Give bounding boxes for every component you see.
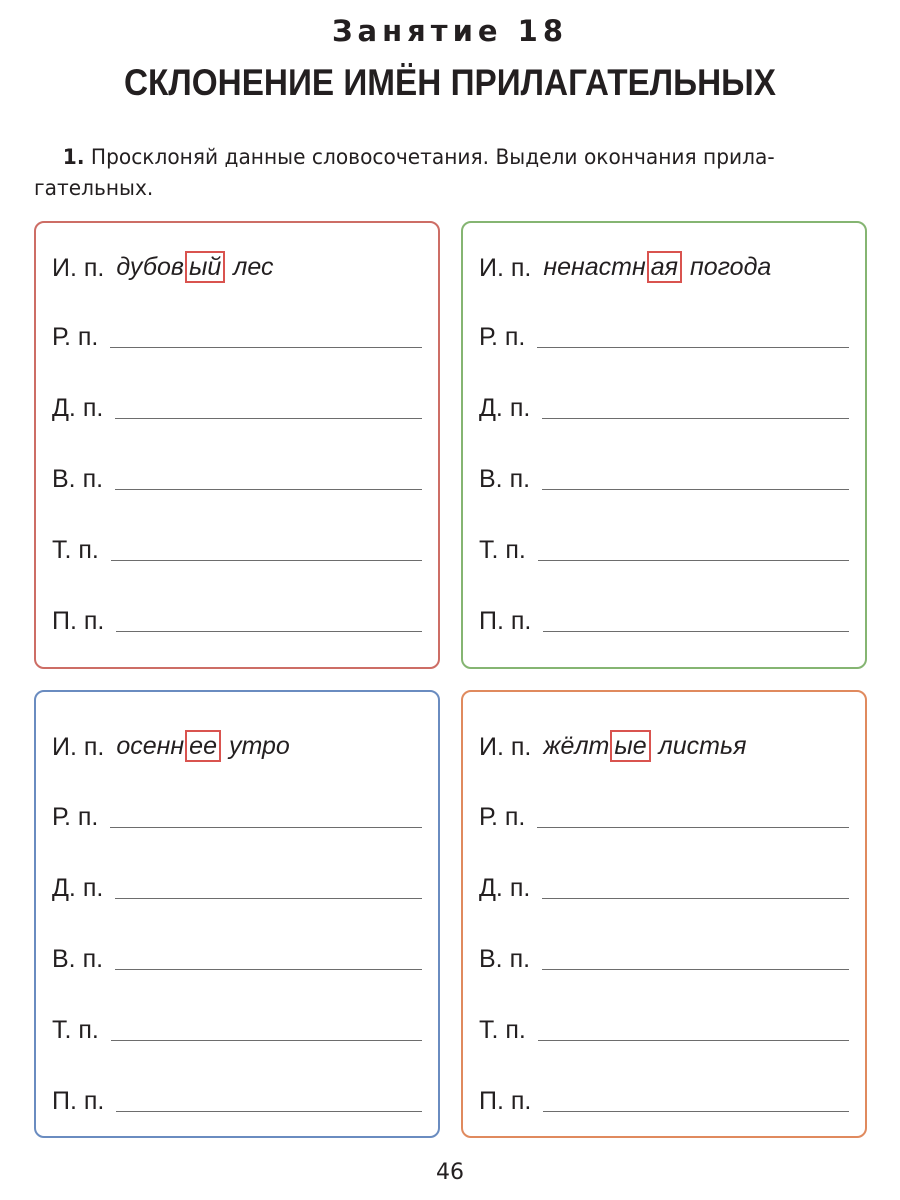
- answer-line[interactable]: [116, 1110, 422, 1112]
- adjective-ending-box: ее: [185, 730, 221, 762]
- task-text: Просклоняй данные словосочетания. Выдели окончания прила-гательных.: [34, 145, 775, 200]
- case-row-nominative: [52, 243, 422, 283]
- answer-line[interactable]: [542, 488, 849, 490]
- case-row-dative: [479, 383, 849, 423]
- case-row-accusative: [52, 454, 422, 494]
- case-label: Т. п.: [479, 536, 526, 564]
- case-row-prepositional: [479, 1076, 849, 1116]
- case-row-accusative: [479, 934, 849, 974]
- given-phrase: [543, 251, 771, 283]
- given-phrase: [116, 730, 289, 762]
- adjective-stem: жёлт: [543, 732, 610, 760]
- noun: лес: [233, 253, 274, 281]
- case-label: В. п.: [479, 945, 531, 973]
- case-label: Д. п.: [52, 394, 104, 422]
- answer-line[interactable]: [543, 630, 849, 632]
- case-label: Д. п.: [479, 874, 531, 902]
- case-label: Р. п.: [52, 803, 99, 831]
- case-label: Д. п.: [479, 394, 531, 422]
- given-phrase: [116, 251, 273, 283]
- answer-line[interactable]: [116, 630, 422, 632]
- adjective-ending-box: ый: [185, 251, 225, 283]
- case-row-prepositional: [479, 596, 849, 636]
- answer-line[interactable]: [115, 488, 422, 490]
- page-number: 46: [436, 1160, 464, 1185]
- lesson-title: СКЛОНЕНИЕ ИМЁН ПРИЛАГАТЕЛЬНЫХ: [124, 62, 776, 103]
- case-row-accusative: [479, 454, 849, 494]
- answer-line[interactable]: [538, 1039, 849, 1041]
- case-row-accusative: [52, 934, 422, 974]
- case-label: И. п.: [52, 254, 105, 282]
- case-label: И. п.: [52, 733, 105, 761]
- case-label: П. п.: [52, 1087, 105, 1115]
- task-instruction: [34, 142, 837, 204]
- case-row-instrumental: [52, 1005, 422, 1045]
- answer-line[interactable]: [115, 417, 422, 419]
- answer-line[interactable]: [537, 826, 849, 828]
- case-row-nominative: [479, 722, 849, 762]
- case-row-instrumental: [479, 525, 849, 565]
- declension-card-3: [34, 690, 440, 1138]
- answer-line[interactable]: [537, 346, 849, 348]
- adjective-ending-box: ая: [647, 251, 682, 283]
- case-row-genitive: [479, 792, 849, 832]
- case-row-dative: [479, 863, 849, 903]
- answer-line[interactable]: [542, 417, 849, 419]
- case-row-prepositional: [52, 596, 422, 636]
- task-number: 1.: [62, 145, 85, 169]
- noun: листья: [658, 732, 747, 760]
- declension-card-4: [461, 690, 867, 1138]
- noun: утро: [228, 732, 290, 760]
- case-row-instrumental: [52, 525, 422, 565]
- case-row-genitive: [479, 312, 849, 352]
- case-label: Р. п.: [52, 323, 99, 351]
- answer-line[interactable]: [111, 1039, 422, 1041]
- given-phrase: [543, 730, 746, 762]
- case-label: П. п.: [52, 607, 105, 635]
- case-row-instrumental: [479, 1005, 849, 1045]
- answer-line[interactable]: [542, 897, 849, 899]
- case-label: Д. п.: [52, 874, 104, 902]
- answer-line[interactable]: [543, 1110, 849, 1112]
- case-label: П. п.: [479, 1087, 532, 1115]
- case-label: Р. п.: [479, 323, 526, 351]
- case-label: В. п.: [52, 945, 104, 973]
- case-row-nominative: [52, 722, 422, 762]
- declension-card-2: [461, 221, 867, 669]
- answer-line[interactable]: [110, 346, 422, 348]
- adjective-stem: ненастн: [543, 253, 646, 281]
- answer-line[interactable]: [538, 559, 849, 561]
- adjective-stem: дубов: [116, 253, 184, 281]
- answer-line[interactable]: [110, 826, 422, 828]
- lesson-number: Занятие 18: [331, 14, 569, 48]
- case-label: И. п.: [479, 733, 532, 761]
- case-row-dative: [52, 863, 422, 903]
- case-label: П. п.: [479, 607, 532, 635]
- case-label: Т. п.: [52, 536, 99, 564]
- answer-line[interactable]: [115, 897, 422, 899]
- case-row-genitive: [52, 792, 422, 832]
- noun: погода: [689, 253, 772, 281]
- case-label: В. п.: [52, 465, 104, 493]
- adjective-stem: осенн: [116, 732, 185, 760]
- answer-line[interactable]: [542, 968, 849, 970]
- case-row-nominative: [479, 243, 849, 283]
- adjective-ending-box: ые: [610, 730, 650, 762]
- declension-card-1: [34, 221, 440, 669]
- case-label: Р. п.: [479, 803, 526, 831]
- case-row-prepositional: [52, 1076, 422, 1116]
- case-label: И. п.: [479, 254, 532, 282]
- case-row-dative: [52, 383, 422, 423]
- case-label: Т. п.: [479, 1016, 526, 1044]
- case-label: Т. п.: [52, 1016, 99, 1044]
- answer-line[interactable]: [111, 559, 422, 561]
- case-row-genitive: [52, 312, 422, 352]
- answer-line[interactable]: [115, 968, 422, 970]
- case-label: В. п.: [479, 465, 531, 493]
